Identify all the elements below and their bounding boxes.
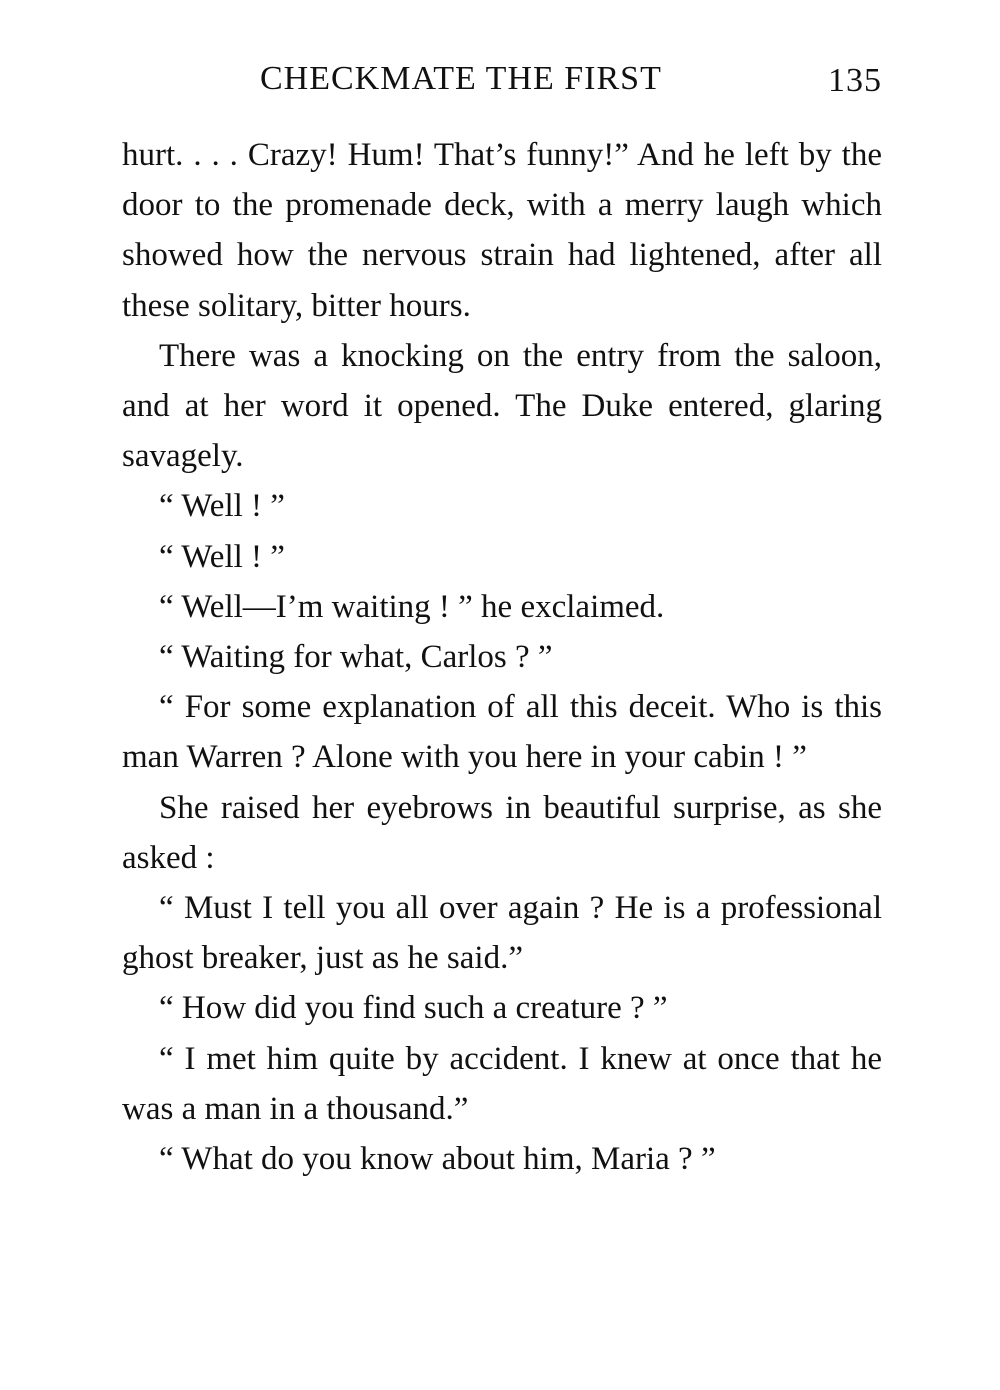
dialogue-line: “ Must I tell you all over again ? He is a professional ghost breaker, just as he said.”	[122, 890, 882, 977]
dialogue-line: “ Well ! ”	[159, 488, 285, 525]
paragraph: hurt. . . . Crazy! Hum! That’s funny!” And he left by the door to the promenade deck, with a merry laugh which showed how the nervous strain had lightened, after all these solitary, bitter hours.	[122, 137, 882, 324]
dialogue-line: “ Well—I’m waiting ! ” he exclaimed.	[159, 588, 665, 625]
paragraph: There was a knocking on the entry from the saloon, and at her word it opened. The Duke entered, glaring savagely.	[122, 337, 882, 475]
dialogue-line: “ How did you find such a creature ? ”	[159, 990, 668, 1027]
body-text	[122, 130, 882, 1184]
dialogue-line: “ For some explanation of all this deceit. Who is this man Warren ? Alone with you here in your cabin ! ”	[122, 689, 882, 776]
dialogue-line: “ Waiting for what, Carlos ? ”	[159, 639, 553, 676]
dialogue-line: “ I met him quite by accident. I knew at once that he was a man in a thousand.”	[122, 1040, 882, 1127]
dialogue-line: “ Well ! ”	[159, 538, 285, 575]
dialogue-line: “ What do you know about him, Maria ? ”	[159, 1141, 716, 1178]
chapter-title: CHECKMATE THE FIRST	[260, 60, 662, 97]
page-number: 135	[828, 62, 882, 99]
paragraph: She raised her eyebrows in beautiful surprise, as she asked :	[122, 789, 882, 876]
running-head	[122, 60, 882, 110]
